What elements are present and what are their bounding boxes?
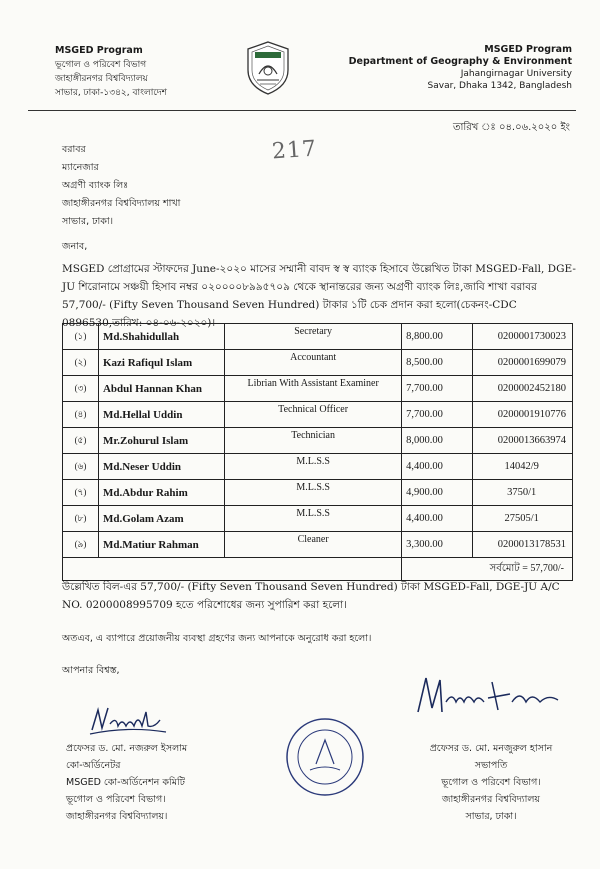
program-title-left: MSGED Program	[55, 45, 143, 56]
bank-stamp	[280, 712, 370, 806]
name-cell: Md.Golam Azam	[98, 506, 224, 532]
address-designation: ম্যানেজার	[62, 162, 99, 173]
department-bn: ভূগোল ও পরিবেশ বিভাগ	[55, 60, 147, 70]
serial-cell: (৫)	[63, 428, 99, 454]
amount-cell: 4,400.00	[402, 506, 473, 532]
name-cell: Md.Matiur Rahman	[98, 532, 224, 558]
table-row	[63, 350, 573, 376]
signature-right-image	[412, 672, 572, 726]
amount-cell: 4,900.00	[402, 480, 473, 506]
designation-cell: M.L.S.S	[225, 480, 402, 506]
serial-cell: (৯)	[63, 532, 99, 558]
signatory-left-univ: জাহাঙ্গীরনগর বিশ্ববিদ্যালয়।	[66, 811, 168, 822]
amount-cell: 8,800.00	[402, 324, 473, 350]
address-bank: অগ্রণী ব্যাংক লিঃ	[62, 180, 129, 191]
signatory-right-location: সাভার, ঢাকা।	[465, 811, 517, 822]
address-en: Savar, Dhaka 1342, Bangladesh	[427, 81, 572, 91]
serial-cell: (৮)	[63, 506, 99, 532]
account-cell: 14042/9	[473, 454, 573, 480]
designation-cell: Librian With Assistant Examiner	[225, 376, 402, 402]
university-logo	[245, 40, 291, 96]
table-row	[63, 506, 573, 532]
signatory-left-role: কো-অর্ডিনেটর	[66, 760, 121, 771]
serial-cell: (৬)	[63, 454, 99, 480]
address-to: বরাবর	[62, 144, 86, 155]
account-cell: 27505/1	[473, 506, 573, 532]
account-cell: 0200002452180	[473, 376, 573, 402]
signatory-right	[412, 740, 570, 825]
signatory-left	[66, 740, 187, 825]
signatory-left-committee: MSGED কো-অর্ডিনেশন কমিটি	[66, 777, 185, 788]
name-cell: Md.Hellal Uddin	[98, 402, 224, 428]
amount-cell: 7,700.00	[402, 376, 473, 402]
university-en: Jahangirnagar University	[460, 69, 572, 79]
letter-body: MSGED প্রোগ্রামের স্টাফদের June-২০২০ মাসের সম্মানী বাবদ স্ব স্ব ব্যাংক হিসাবে উল্লেখিত টাকা MSGED-Fall, DGE-JU শিরোনামে সঞ্চয়ী হিসাব নম্বর ০২০০০০৮৯৯৫৭০৯ থেকে স্থানান্তরের জন্য অগ্রণী ব্যাংক লিঃ,জাবি শাখা বরাবর 57,700/- (Fifty Seven Thousand Seven Hundred) টাকার ১টি চেক প্রদান করা হলো(চেকনং-CDC 0896530,তারিখ: ০৪-০৬-২০২০)।	[62, 263, 576, 329]
letterhead-left	[55, 44, 167, 100]
signatory-left-name: প্রফেসর ড. মো. নজরুল ইসলাম	[66, 743, 188, 754]
account-cell: 0200013178531	[473, 532, 573, 558]
serial-cell: (৩)	[63, 376, 99, 402]
serial-cell: (৭)	[63, 480, 99, 506]
signatory-right-univ: জাহাঙ্গীরনগর বিশ্ববিদ্যালয়	[442, 794, 540, 805]
table-row	[63, 324, 573, 350]
name-cell: Md.Shahidullah	[98, 324, 224, 350]
recipient-address	[62, 141, 180, 231]
designation-cell: M.L.S.S	[225, 454, 402, 480]
designation-cell: Cleaner	[225, 532, 402, 558]
designation-cell: M.L.S.S	[225, 506, 402, 532]
amount-cell: 7,700.00	[402, 402, 473, 428]
signature-left-image	[88, 700, 168, 744]
letter-date: তারিখ ঃ ০৪.০৬.২০২০ ইং	[452, 122, 570, 133]
table-row	[63, 402, 573, 428]
department-en: Department of Geography & Environment	[348, 56, 572, 67]
name-cell: Abdul Hannan Khan	[98, 376, 224, 402]
handwritten-number: 217	[271, 136, 318, 165]
serial-cell: (৪)	[63, 402, 99, 428]
amount-cell: 3,300.00	[402, 532, 473, 558]
name-cell: Md.Neser Uddin	[98, 454, 224, 480]
signatory-right-name: প্রফেসর ড. মো. মনজুরুল হাসান	[429, 743, 553, 754]
designation-cell: Technician	[225, 428, 402, 454]
address-bn: সাভার, ঢাকা-১৩৪২, বাংলাদেশ	[55, 88, 167, 98]
account-cell: 0200013663974	[473, 428, 573, 454]
signatory-right-role: সভাপতি	[474, 760, 508, 771]
amount-cell: 8,000.00	[402, 428, 473, 454]
name-cell: Kazi Rafiqul Islam	[98, 350, 224, 376]
serial-cell: (২)	[63, 350, 99, 376]
account-cell: 0200001910776	[473, 402, 573, 428]
name-cell: Mr.Zohurul Islam	[98, 428, 224, 454]
program-title-right: MSGED Program	[484, 44, 572, 55]
designation-cell: Technical Officer	[225, 402, 402, 428]
address-location: সাভার, ঢাকা।	[62, 216, 114, 227]
table-row	[63, 428, 573, 454]
designation-cell: Secretary	[225, 324, 402, 350]
amount-cell: 8,500.00	[402, 350, 473, 376]
request-line: অতএব, এ ব্যাপারে প্রয়োজনীয় ব্যবস্থা গ্রহণের জন্য আপনাকে অনুরোধ করা হলো।	[62, 633, 372, 644]
account-cell: 0200001699079	[473, 350, 573, 376]
table-row	[63, 454, 573, 480]
table-row	[63, 532, 573, 558]
designation-cell: Accountant	[225, 350, 402, 376]
name-cell: Md.Abdur Rahim	[98, 480, 224, 506]
university-bn: জাহাঙ্গীরনগর বিশ্ববিদ্যালয়	[55, 74, 148, 84]
yours-faithfully: আপনার বিশ্বস্ত,	[62, 665, 120, 676]
closing-paragraph: উল্লেখিত বিল-এর 57,700/- (Fifty Seven Thousand Seven Hundred) টাকা MSGED-Fall, DGE-JU A/C NO. 0200008995709 হতে পরিশোধের জন্য সুপারিশ করা হলো।	[62, 581, 560, 611]
letterhead-right	[349, 44, 572, 92]
signatory-right-dept: ভূগোল ও পরিবেশ বিভাগ।	[441, 777, 541, 788]
header-divider	[28, 110, 576, 111]
serial-cell: (১)	[63, 324, 99, 350]
account-cell: 3750/1	[473, 480, 573, 506]
address-branch: জাহাঙ্গীরনগর বিশ্ববিদ্যালয় শাখা	[62, 198, 181, 209]
amount-cell: 4,400.00	[402, 454, 473, 480]
signatory-left-dept: ভূগোল ও পরিবেশ বিভাগ।	[66, 794, 166, 805]
table-row	[63, 376, 573, 402]
salutation: জনাব,	[62, 241, 88, 252]
account-cell: 0200001730023	[473, 324, 573, 350]
table-row	[63, 480, 573, 506]
salary-table	[62, 323, 573, 581]
total-amount: সর্বমোট = 57,700/-	[402, 558, 573, 581]
